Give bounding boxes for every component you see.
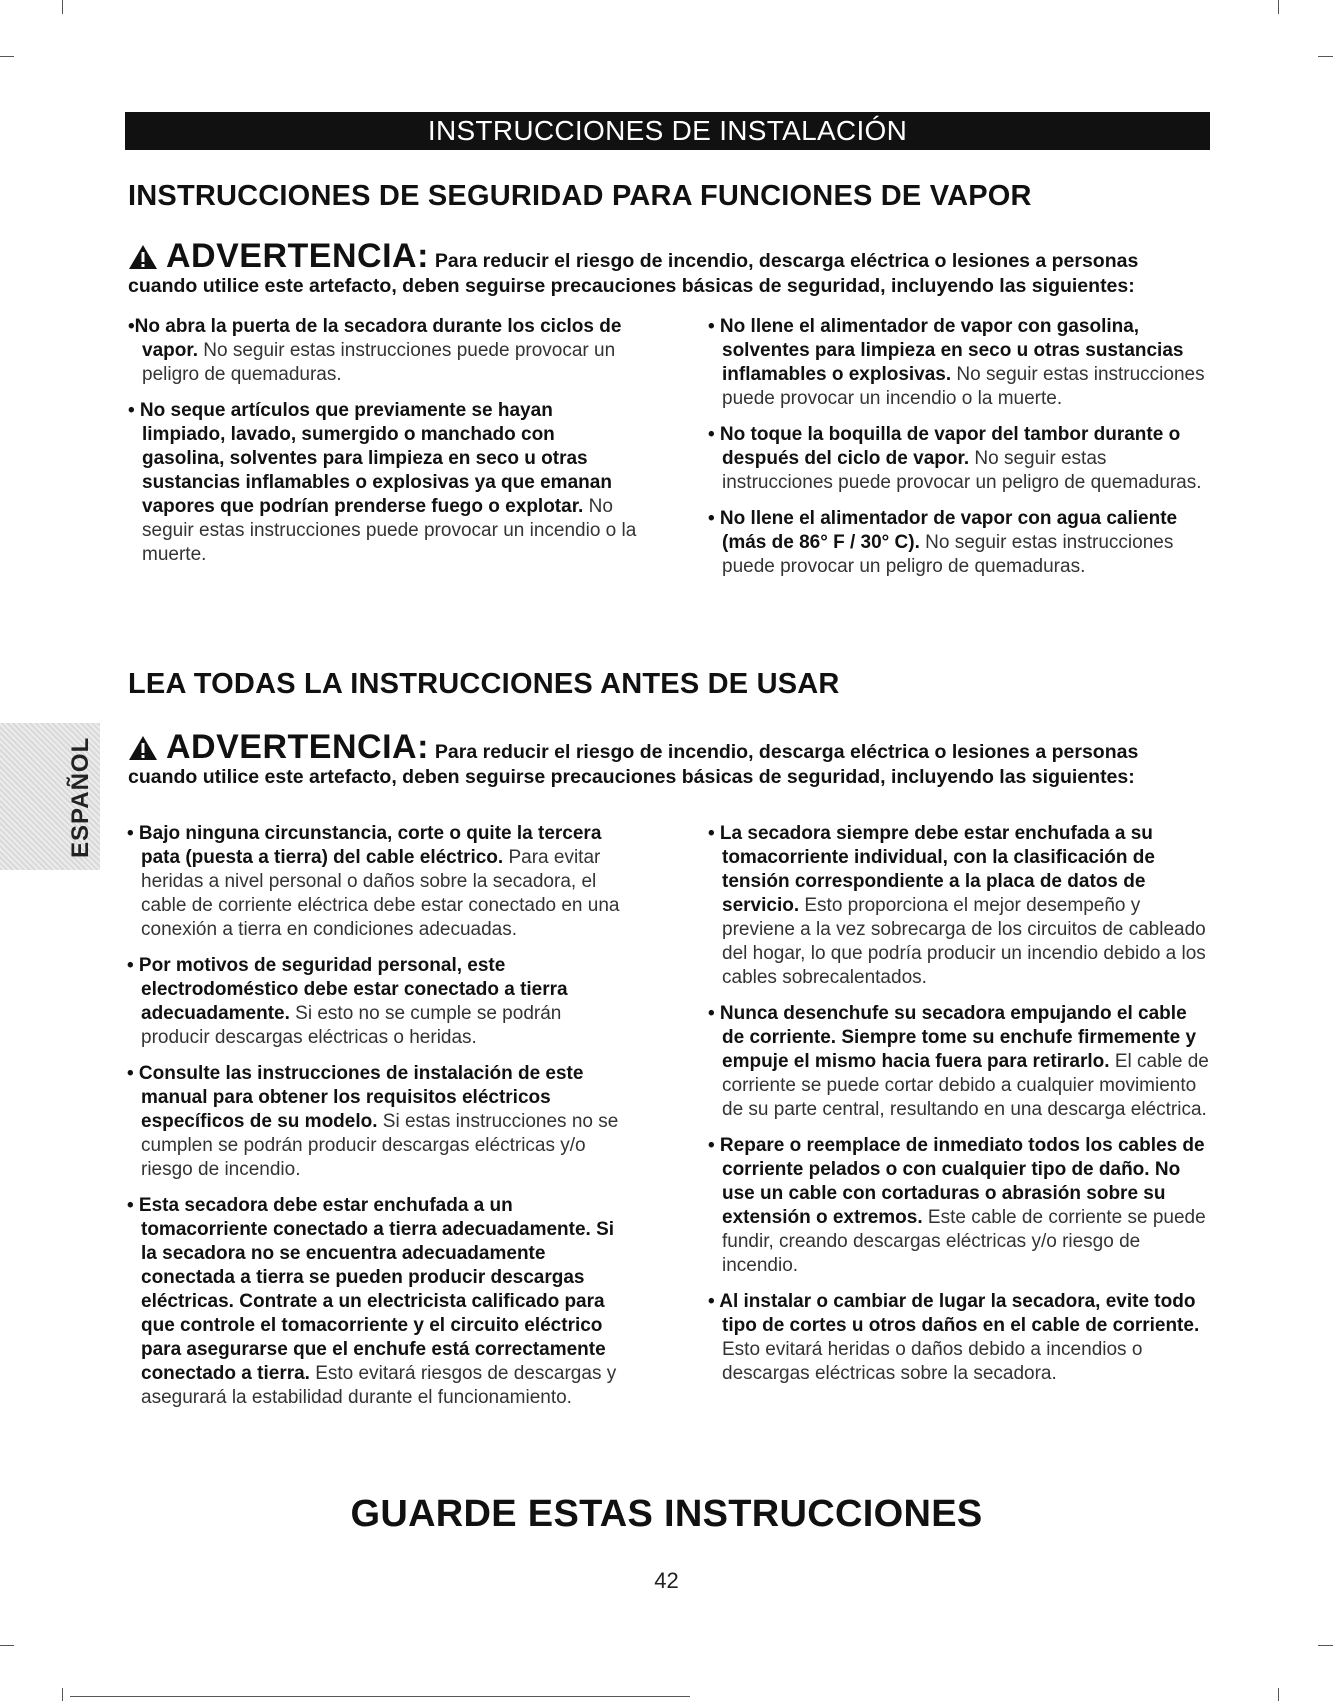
crop-mark xyxy=(1278,0,1279,14)
crop-mark xyxy=(1278,1688,1279,1701)
warning-text-line1: Para reducir el riesgo de incendio, descarga eléctrica o lesiones a personas xyxy=(434,250,1139,272)
list-item: • Al instalar o cambiar de lugar la secadora, evite todo tipo de cortes u otros daños en el cable de corriente. Esto evitará heridas o daños debido a incendios o descargas eléctricas sobre la secadora. xyxy=(708,1291,1200,1384)
list-item: • Consulte las instrucciones de instalación de este manual para obtener los requisitos eléctricos específicos de su modelo. Si estas instrucciones no se cumplen se podrán producir descargas eléctricas y/o riesgo de incendio. xyxy=(127,1063,619,1180)
warning-block xyxy=(128,728,1210,790)
warning-block xyxy=(128,237,1210,299)
warning-triangle-icon xyxy=(128,735,158,761)
steam-left-column xyxy=(128,315,638,579)
crop-mark xyxy=(1318,56,1333,57)
list-item: • No llene el alimentador de vapor con agua caliente (más de 86° F / 30° C). No seguir estas instrucciones puede provocar un peligro de quemaduras. xyxy=(708,508,1178,577)
list-item: • Repare o reemplace de inmediato todos los cables de corriente pelados o con cualquier tipo de daño. No use un cable con cortaduras o abrasión sobre su extensión o extremos. Este cable de corriente se puede fundir, creando descargas eléctricas y/o riesgo de incendio. xyxy=(708,1135,1206,1276)
list-item: • Por motivos de seguridad personal, este electrodoméstico debe estar conectado a tierra adecuadamente. Si esto no se cumple se podrán producir descargas eléctricas o heridas. xyxy=(127,955,568,1048)
crop-mark xyxy=(0,1645,14,1646)
list-item: • Bajo ninguna circunstancia, corte o quite la tercera pata (puesta a tierra) del cable eléctrico. Para evitar heridas a nivel personal o daños sobre la secadora, el cable de corriente eléctrica debe estar conectado en una conexión a tierra en condiciones adecuadas. xyxy=(127,823,620,940)
warning-text-line2: cuando utilice este artefacto, deben seguirse precauciones básicas de seguridad, incluyendo las siguientes: xyxy=(128,766,1135,788)
save-instructions-title: GUARDE ESTAS INSTRUCCIONES xyxy=(350,1493,983,1535)
section-banner: INSTRUCCIONES DE INSTALACIÓN xyxy=(125,112,1210,150)
warning-triangle-icon xyxy=(128,244,158,270)
list-item: • No toque la boquilla de vapor del tambor durante o después del ciclo de vapor. No seguir estas instrucciones puede provocar un peligro de quemaduras. xyxy=(708,424,1202,493)
crop-mark xyxy=(1318,1645,1333,1646)
crop-mark xyxy=(62,0,63,14)
language-tab-label: ESPAÑOL xyxy=(67,736,94,858)
section-title-steam-safety: INSTRUCCIONES DE SEGURIDAD PARA FUNCIONES DE VAPOR xyxy=(128,180,1032,212)
crop-mark xyxy=(62,1688,63,1701)
warning-text-line2: cuando utilice este artefacto, deben seguirse precauciones básicas de seguridad, incluyendo las siguientes: xyxy=(128,275,1135,297)
list-item: • No llene el alimentador de vapor con gasolina, solventes para limpieza en seco u otras sustancias inflamables o explosivas. No seguir estas instrucciones puede provocar un incendio o la muerte. xyxy=(708,316,1205,409)
crop-mark xyxy=(70,1696,690,1697)
page-number: 42 xyxy=(654,1568,679,1593)
crop-mark xyxy=(0,56,14,57)
list-item: • Nunca desenchufe su secadora empujando el cable de corriente. Siempre tome su enchufe firmemente y empuje el mismo hacia fuera para retirarlo. El cable de corriente se puede cortar debido a cualquier movimiento de su parte central, resultando en una descarga eléctrica. xyxy=(708,1003,1209,1120)
warning-label: ADVERTENCIA: xyxy=(166,728,429,766)
warning-text-line1: Para reducir el riesgo de incendio, descarga eléctrica o lesiones a personas xyxy=(434,741,1139,763)
list-item: • La secadora siempre debe estar enchufada a su tomacorriente individual, con la clasificación de tensión correspondiente a la placa de datos de servicio. Esto proporciona el mejor desempeño y previene a la vez sobrecarga de los circuitos de cableado del hogar, lo que podría producir un incendio debido a los cables sobrecalentados. xyxy=(708,823,1206,988)
list-item: •No abra la puerta de la secadora durante los ciclos de vapor. No seguir estas instrucciones puede provocar un peligro de quemaduras. xyxy=(128,316,622,385)
list-item: • Esta secadora debe estar enchufada a un tomacorriente conectado a tierra adecuadamente. Si la secadora no se encuentra adecuadamente conectada a tierra se pueden producir descargas eléctricas. Contrate a un electricista calificado para que controle el tomacorriente y el circuito eléctrico para asegurarse que el enchufe está correctamente conectado a tierra. Esto evitará riesgos de descargas y asegurará la estabilidad durante el funcionamiento. xyxy=(127,1195,617,1408)
general-right-column xyxy=(708,822,1213,1398)
section-title-read-all: LEA TODAS LA INSTRUCCIONES ANTES DE USAR xyxy=(128,668,840,700)
warning-label: ADVERTENCIA: xyxy=(166,237,429,275)
steam-right-column xyxy=(708,315,1208,591)
list-item: • No seque artículos que previamente se hayan limpiado, lavado, sumergido o manchado con gasolina, solventes para limpieza en seco u otras sustancias inflamables o explosivas ya que emanan vapores que podrían prenderse fuego o explotar. No seguir estas instrucciones puede provocar un incendio o la muerte. xyxy=(128,400,637,565)
general-left-column xyxy=(127,822,627,1422)
